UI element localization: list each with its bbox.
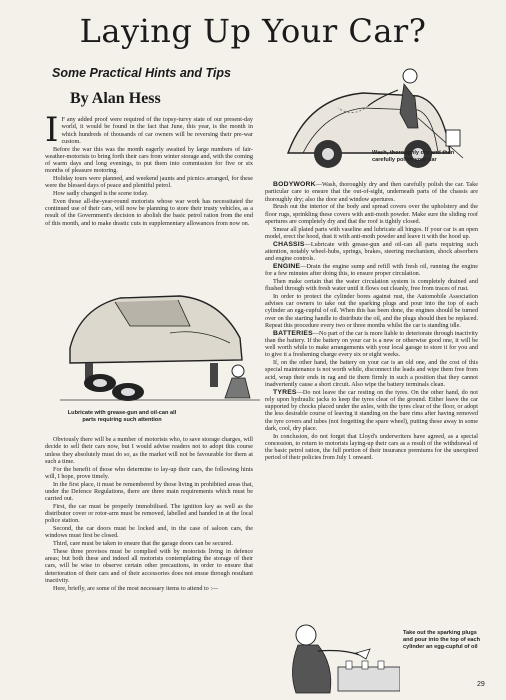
body-paragraph: Then make certain that the water circulation system is completely drained and flushed through with fresh water until it flows out cleanly, free from traces of rust. xyxy=(265,277,478,292)
wash-caption: Wash, thoroughly dry and then carefully polish your car xyxy=(372,150,455,163)
body-paragraph: Third, care must be taken to ensure that the garage doors can be secured. xyxy=(53,540,233,547)
body-paragraph: Obviously there will be a number of motorists who, to save storage charges, will decide to sell their cars now, but I would advise readers not to adopt this course unless they absolutely must do so, as the market will not be favourable for them at such a time. xyxy=(45,436,253,465)
intro-paragraph: Before the war this was the month eagerly awaited by large numbers of fair-weather-motorists to bring forth their cars from winter storage and, with the coming of warm days and long evenings, to put them into commission for five or six months of pleasure motoring. xyxy=(45,145,253,175)
intro-first-paragraph: F any added proof were required of the topsy-turvy state of our present-day world, it would be found in the fact that June, this year, is the month in which hundreds of thousands of car owners will be reversing their pre-war custom. xyxy=(61,116,253,145)
car-on-jacks-illustration xyxy=(60,268,260,408)
body-paragraph: Here, briefly, are some of the most necessary items to attend to :— xyxy=(53,584,219,592)
left-bottom-column xyxy=(45,436,253,592)
section-heading: CHASSIS xyxy=(273,240,305,248)
sparking-plugs-illustration xyxy=(268,615,400,695)
section-heading: BATTERIES xyxy=(273,329,313,337)
section-heading: BODYWORK xyxy=(273,181,316,188)
right-column xyxy=(265,181,478,462)
intro-column xyxy=(45,110,253,227)
drop-cap: I xyxy=(45,110,59,150)
body-paragraph: If, on the other hand, the battery on your car is an old one, and the cost of this special maintenance is not worth while, disconnect the leads and wipe them free from acid, wrap their ends in rag and tie them firmly in such a position that they cannot inadvertently cause a short circuit. Also wipe the battery terminals clean. xyxy=(265,359,478,388)
body-paragraph: Second, the car doors must be locked and, in the case of saloon cars, the windows must first be closed. xyxy=(45,525,253,540)
section-chassis: CHASSIS—Lubricate with grease-gun and oil-can all parts requiring such attention, notably wheel-hubs, springs, brakes, steering mechanism, shock absorbers and engine controls. xyxy=(265,240,478,262)
section-engine: ENGINE—Drain the engine sump and refill with fresh oil, running the engine for a few minutes after doing this, to ensure proper circulation. xyxy=(265,262,478,277)
plugs-caption: Take out the sparking plugs and pour into the top of each cylinder an egg-cupful of oil xyxy=(403,630,481,650)
page-number: 29 xyxy=(477,681,485,688)
body-paragraph: In the first place, it must be remembered by those living in prohibited areas that, under the Defence Regulations, there are three main requirements which must be carried out. xyxy=(45,480,253,502)
body-paragraph: In conclusion, do not forget that Lloyd's underwriters have agreed, as a special concession, to return to motorists laying-up their cars as a result of the withdrawal of the basic petrol ration, the full portion of their insurance premiums for the unexpired period of their policies from July 1 onward. xyxy=(265,432,478,462)
body-paragraph: Brush out the interior of the body and spread covers over the upholstery and the floor rugs, sprinkling these covers with anti-moth powder. Make sure the sliding roof apertures are completely dry and that the roof is tightly closed. xyxy=(265,203,478,225)
body-paragraph: In order to protect the cylinder bores against rust, the Automobile Association advises car owners to take out the sparking plugs and pour into the top of each cylinder an egg-cupful of oil. When this has been done, the engines should be turned over on the starting handle to distribute the oil, and the plugs should then be replaced. Repeat this procedure every two or three months whilst the car is standing idle. xyxy=(265,292,478,329)
body-paragraph: First, the car must be properly immobilised. The ignition key as well as the distributor cover or rotor-arm must be removed, labelled and handed in at the local police station. xyxy=(45,502,253,525)
body-paragraph: For the benefit of those who determine to lay-up their cars, the following hints will, I hope, prove timely. xyxy=(45,465,253,480)
section-bodywork: BODYWORK—Wash, thoroughly dry and then carefully polish the car. Take particular care to ensure that the out-of-sight, underneath parts of the chassis are thoroughly dry; also the door and window apertures. xyxy=(265,181,478,203)
article-subtitle: Some Practical Hints and Tips xyxy=(52,66,231,80)
section-batteries: BATTERIES—No part of the car is more liable to deteriorate through inactivity than the battery. If the battery on your car is a new or otherwise good one, it will be well worth while to make arrangements with your local garage to store it for you and to give it a freshening charge every six or eight weeks. xyxy=(265,329,478,359)
body-paragraph: Smear all plated parts with vaseline and lubricate all hinges. If your car is an open model, erect the hood, dust it with anti-moth powder and leave it with the hood up. xyxy=(265,225,478,240)
section-heading: ENGINE xyxy=(273,262,301,270)
intro-paragraph: Holiday tours were planned, and weekend jaunts and picnics arranged, for these were the blessed days of peace and plentiful petrol. xyxy=(45,175,253,190)
lubricate-caption: Lubricate with grease-gun and oil-can all parts requiring such attention xyxy=(67,410,177,423)
article-title: Laying Up Your Car? xyxy=(79,12,427,50)
section-tyres: TYRES—Do not leave the car resting on the tyres. On the other hand, do not rely upon hydraulic jacks to keep the tyres clear of the ground. Either leave the car supported by chocks placed under the axles, with the tyres clear of the floor, or adopt the less desirable course of leaving it standing on the bare rims after having removed the tyre covers and tubes (not forgetting the spare wheel), putting these away in some dark, cool, dry place. xyxy=(265,388,478,432)
body-paragraph: These three provisos must be complied with by motorists living in defence areas; but both these and indeed all motorists contemplating the storage of their cars, will be wise to observe certain other precautions, in order to ensure that deterioration of their cars and of their accessories does not ensue through resultant inactivity. xyxy=(45,547,253,584)
intro-paragraph: How sadly changed is the scene today. xyxy=(53,190,149,197)
article-byline: By Alan Hess xyxy=(70,90,161,107)
intro-paragraph: Even those all-the-year-round motorists whose war work has necessitated the continued use of their cars, will now be planning to store their trusty vehicles, as a result of the Government's decision to abolish the basic petrol ration from the end of this month, and to make drastic cuts in supplementary allowances from now on. xyxy=(45,197,253,227)
section-heading: TYRES xyxy=(273,388,297,396)
